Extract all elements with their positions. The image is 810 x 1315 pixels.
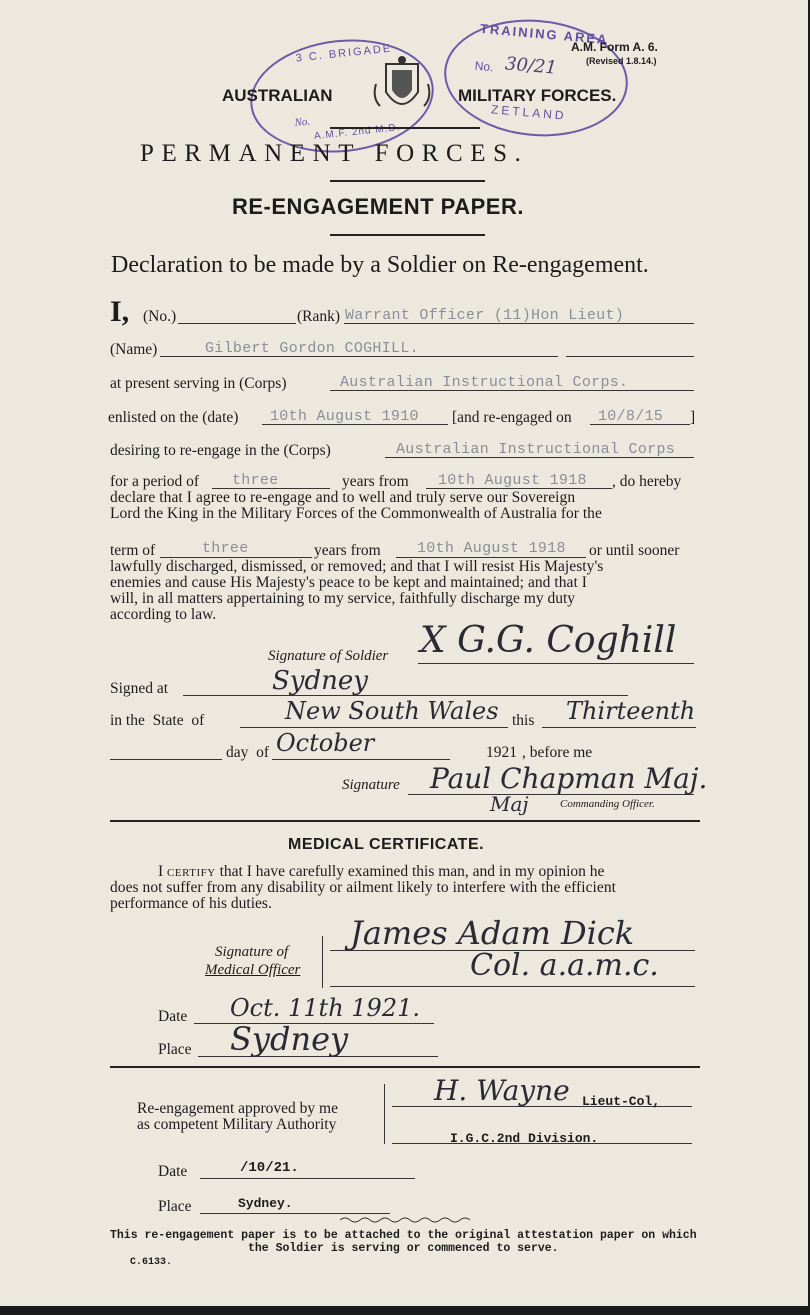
term-value: three [202, 540, 249, 557]
no-line [178, 323, 296, 324]
period-value: three [232, 472, 279, 489]
approval-label: as competent Military Authority [137, 1116, 337, 1133]
officer-initials: Maj [490, 792, 529, 816]
term-from-value: 10th August 1918 [417, 540, 566, 557]
approval-date-label: Date [158, 1163, 188, 1180]
approval-signature: H. Wayne [434, 1074, 570, 1107]
certify-word: CERTIFY [167, 867, 216, 879]
no-label: (No.) [143, 308, 177, 325]
soldier-signature-line [418, 663, 694, 664]
medical-signature-label: Medical Officer [205, 962, 301, 978]
enlisted-value: 10th August 1910 [270, 408, 419, 425]
medical-date-value: Oct. 11th 1921. [230, 994, 420, 1022]
officer-signature: Paul Chapman Maj. [430, 762, 708, 795]
stamp-number: 30/21 [504, 53, 558, 79]
state-line [240, 727, 508, 728]
medical-place-value: Sydney [230, 1020, 349, 1058]
paragraph-line: declare that I agree to re-engage and to well and truly serve our Sovereign [110, 489, 576, 506]
soldier-signature: X G.G. Coghill [420, 620, 677, 661]
commanding-officer-label: Commanding Officer. [560, 798, 655, 810]
corps-label: at present serving in (Corps) [110, 375, 287, 392]
signed-at-value: Sydney [272, 666, 368, 696]
medical-place-label: Place [158, 1041, 192, 1058]
year-value: 1921 [486, 744, 517, 761]
soldier-signature-label: Signature of Soldier [268, 648, 389, 664]
form-code: C.6133. [130, 1257, 173, 1268]
desiring-value: Australian Instructional Corps [396, 441, 676, 458]
header-australian: AUSTRALIAN [222, 86, 333, 105]
before-me: , before me [522, 744, 593, 761]
corps-value: Australian Instructional Corps. [340, 374, 629, 391]
do-hereby: , do hereby [612, 473, 682, 490]
declaration-title: Declaration to be made by a Soldier on Re-engagement. [111, 252, 649, 278]
officer-signature-label: Signature [342, 777, 400, 793]
day-of-label: day of [226, 744, 270, 761]
section-divider [110, 1066, 700, 1068]
reengaged-close: ] [690, 409, 696, 426]
rank-value: Warrant Officer (11)Hon Lieut) [345, 307, 625, 324]
or-until: or until sooner [589, 542, 680, 559]
approval-rank: Lieut-Col, [582, 1094, 661, 1109]
reengaged-label: [and re-engaged on [452, 409, 572, 426]
name-line [566, 356, 694, 357]
medical-signature-label: Signature of [215, 944, 289, 960]
stamp-text: TRAINING AREA [479, 20, 610, 48]
approval-date-line [200, 1178, 415, 1179]
approval-label: Re-engagement approved by me [137, 1100, 338, 1117]
medical-rank: Col. a.a.m.c. [470, 948, 659, 983]
medical-i: I [158, 863, 168, 880]
header-rule [330, 234, 485, 236]
desiring-label: desiring to re-engage in the (Corps) [110, 442, 331, 459]
paragraph-line: will, in all matters appertaining to my service, faithfully discharge my duty [110, 590, 576, 607]
state-label: in the State of [110, 712, 205, 729]
from-value: 10th August 1918 [438, 472, 587, 489]
reengaged-value: 10/8/15 [598, 408, 664, 425]
header-military-forces: MILITARY FORCES. [458, 86, 617, 105]
stamp-text: 3 C. BRIGADE [295, 42, 393, 65]
form-revised: (Revised 1.8.14.) [586, 56, 657, 66]
medical-line1-rest: that I have carefully examined this man, and in my opinion he [215, 863, 605, 880]
years-from-label: years from [342, 473, 409, 490]
header-rule [330, 180, 485, 182]
month-line [272, 759, 450, 760]
header-rule [330, 127, 480, 129]
paragraph-line: Lord the King in the Military Forces of the Commonwealth of Australia for the [110, 505, 602, 522]
paragraph-line: lawfully discharged, dismissed, or removed; and that I will resist His Majesty's [110, 558, 604, 575]
approval-unit: I.G.C.2nd Division. [450, 1131, 599, 1146]
footer-note: the Soldier is serving or commenced to serve. [248, 1242, 559, 1255]
this-label: this [512, 712, 535, 729]
signed-at-label: Signed at [110, 680, 169, 697]
term-years-from: years from [314, 542, 381, 559]
enlisted-label: enlisted on the (date) [108, 409, 239, 426]
medical-signature: James Adam Dick [350, 914, 635, 952]
medical-line: performance of his duties. [110, 895, 272, 912]
term-label: term of [110, 542, 156, 559]
page-title: RE-ENGAGEMENT PAPER. [232, 194, 524, 219]
approval-place-line [200, 1213, 390, 1214]
permanent-forces: PERMANENT FORCES. [140, 140, 529, 167]
paragraph-line: enemies and cause His Majesty's peace to be kept and maintained; and that I [110, 574, 587, 591]
approval-place-value: Sydney. [238, 1196, 293, 1211]
section-divider [110, 820, 700, 822]
footer-note: This re-engagement paper is to be attached to the original attestation paper on which [110, 1229, 697, 1242]
month-value: October [276, 729, 375, 757]
medical-title: MEDICAL CERTIFICATE. [288, 836, 485, 853]
big-i: I, [110, 295, 130, 328]
state-value: New South Wales [285, 697, 499, 725]
medical-date-label: Date [158, 1008, 188, 1025]
stamp-no: No. [293, 115, 311, 130]
stamp-text: ZETLAND [490, 102, 568, 123]
day-blank-line [110, 759, 222, 760]
right-training-stamp [439, 12, 632, 144]
stamp-no: No. [474, 58, 495, 75]
name-value: Gilbert Gordon COGHILL. [205, 340, 419, 357]
approval-brace [384, 1084, 393, 1144]
form-id: A.M. Form A. 6. [571, 40, 658, 54]
paragraph-line: according to law. [110, 606, 217, 623]
medical-line: does not suffer from any disability or ailment likely to interfere with the efficient [110, 879, 616, 896]
day-value: Thirteenth [566, 697, 696, 725]
approval-place-label: Place [158, 1198, 192, 1215]
day-line [542, 727, 696, 728]
approval-date-value: /10/21. [240, 1160, 299, 1176]
rank-label: (Rank) [297, 308, 341, 325]
name-label: (Name) [110, 341, 158, 358]
decorative-wave-rule [340, 1216, 470, 1224]
medical-signature-line [330, 986, 695, 987]
period-label: for a period of [110, 473, 200, 490]
stamp-text: A.M.F. 2nd M.D. [313, 122, 401, 143]
medical-brace [322, 936, 331, 988]
signed-at-line [183, 695, 628, 696]
coat-of-arms-icon [370, 54, 434, 124]
